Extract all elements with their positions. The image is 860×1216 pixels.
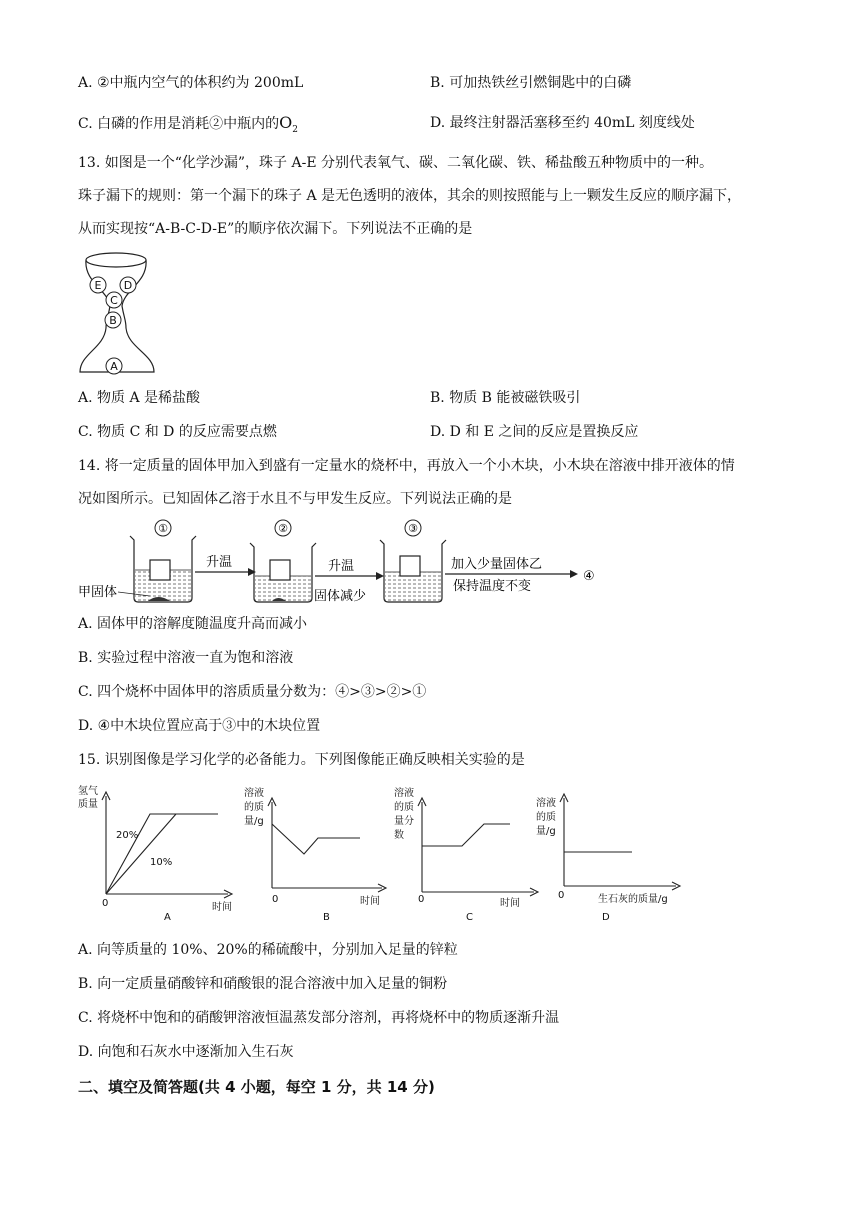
q13-option-d: D. D 和 E 之间的反应是置换反应 [430,424,639,440]
graph-d-ylabel-1: 溶液 [536,798,556,809]
q13-option-b: B. 物质 B 能被磁铁吸引 [430,390,581,406]
graph-b-line [272,824,360,854]
graph-b-xlabel: 时间 [360,896,380,907]
q13-stem-line2: 珠子漏下的规则：第一个漏下的珠子 A 是无色透明的液体，其余的则按照能与上一颗发生反应的顺序漏下， [78,188,742,204]
graph-c-ylabel-4: 数 [394,830,404,841]
graph-a-20pct: 20% [116,830,139,841]
solid-decrease-label: 固体减少 [314,589,367,604]
q14-option-b: B. 实验过程中溶液一直为饱和溶液 [78,650,294,666]
q15-option-c: C. 将烧杯中饱和的硝酸钾溶液恒温蒸发部分溶剂，再将烧杯中的物质逐渐升温 [78,1010,560,1026]
graph-c-ylabel-2: 的质 [394,802,414,813]
q12-option-d: D. 最终注射器活塞移至约 40mL 刻度线处 [430,115,695,131]
q15-option-a: A. 向等质量的 10%、20%的稀硫酸中，分别加入足量的锌粒 [78,942,458,958]
graph-a-10-line [106,814,176,894]
bead-c-label: C [110,294,118,307]
graph-b-name: B [323,912,330,922]
graph-a-origin: 0 [102,898,109,909]
graph-b-origin: 0 [272,894,279,905]
q15-stem: 15. 识别图像是学习化学的必备能力。下列图像能正确反映相关实验的是 [78,752,525,768]
q14-option-c: C. 四个烧杯中固体甲的溶质质量分数为：④>③>②>① [78,684,427,700]
graph-d-name: D [602,912,610,922]
heat-step-1: 升温 [206,555,233,570]
q12-option-c [78,113,298,140]
beaker-4-label: ④ [583,569,595,584]
graph-b-ylabel-3: 量/g [244,816,264,827]
beaker-1-label: ① [158,522,168,535]
graph-d-ylabel-2: 的质 [536,812,556,823]
q13-option-c: C. 物质 C 和 D 的反应需要点燃 [78,424,277,440]
graph-d-origin: 0 [558,890,565,901]
graph-d-xlabel: 生石灰的质量/g [598,894,668,905]
q14-option-a: A. 固体甲的溶解度随温度升高而减小 [78,616,308,632]
q15-option-d: D. 向饱和石灰水中逐渐加入生石灰 [78,1044,294,1060]
bead-d-label: D [123,279,133,292]
beaker-3-label: ③ [408,522,418,535]
o2-formula: $O_2$ [279,113,298,135]
graph-a-10pct: 10% [150,857,173,868]
graph-a-ylabel-1: 氢气 [78,786,98,797]
graph-c-line [422,824,510,846]
q14-stem-line1: 14. 将一定质量的固体甲加入到盛有一定量水的烧杯中，再放入一个小木块，小木块在溶液中排开液体的情 [78,458,735,474]
heat-step-2: 升温 [328,559,355,574]
graph-c-ylabel-1: 溶液 [394,788,414,799]
bead-a-label: A [110,360,118,373]
graph-b-ylabel-2: 的质 [244,802,264,813]
graph-c-origin: 0 [418,894,425,905]
graph-a-name: A [164,912,171,922]
q12-option-b: B. 可加热铁丝引燃铜匙中的白磷 [430,75,632,91]
keep-temperature: 保持温度不变 [453,579,532,594]
q13-stem-line3: 从而实现按“A-B-C-D-E”的顺序依次漏下。下列说法不正确的是 [78,221,473,237]
graph-a-20-line [106,814,218,894]
add-solid-yi: 加入少量固体乙 [451,557,543,572]
bead-b-label: B [109,314,117,327]
q13-option-a: A. 物质 A 是稀盐酸 [78,390,201,406]
q14-option-d: D. ④中木块位置应高于③中的木块位置 [78,718,321,734]
solid-jia-label: 甲固体 [78,585,118,600]
q12-option-a: A. ②中瓶内空气的体积约为 200mL [78,75,304,91]
beaker-figure [78,518,598,608]
q13-stem-line1: 13. 如图是一个“化学沙漏”，珠子 A-E 分别代表氧气、碳、二氧化碳、铁、稀盐酸五种物质中的一种。 [78,155,713,171]
graph-c-name: C [466,912,473,922]
graph-c-xlabel: 时间 [500,898,520,909]
q14-stem-line2: 况如图所示。已知固体乙溶于水且不与甲发生反应。下列说法正确的是 [78,491,512,507]
graph-c-ylabel-3: 量分 [394,816,414,827]
graph-a-xlabel: 时间 [212,902,232,913]
section-2-heading: 二、填空及简答题(共 4 小题，每空 1 分，共 14 分) [78,1078,435,1096]
q15-option-b: B. 向一定质量硝酸锌和硝酸银的混合溶液中加入足量的铜粉 [78,976,448,992]
graph-b-ylabel-1: 溶液 [244,788,264,799]
q12-option-c-text: C. 白磷的作用是消耗②中瓶内的 [78,116,280,132]
graph-d-ylabel-3: 量/g [536,826,556,837]
graph-a-ylabel-2: 质量 [78,799,98,810]
beaker-2-label: ② [278,522,288,535]
bead-e-label: E [94,279,102,292]
hourglass-figure [78,248,158,380]
q15-graphs [78,782,688,922]
